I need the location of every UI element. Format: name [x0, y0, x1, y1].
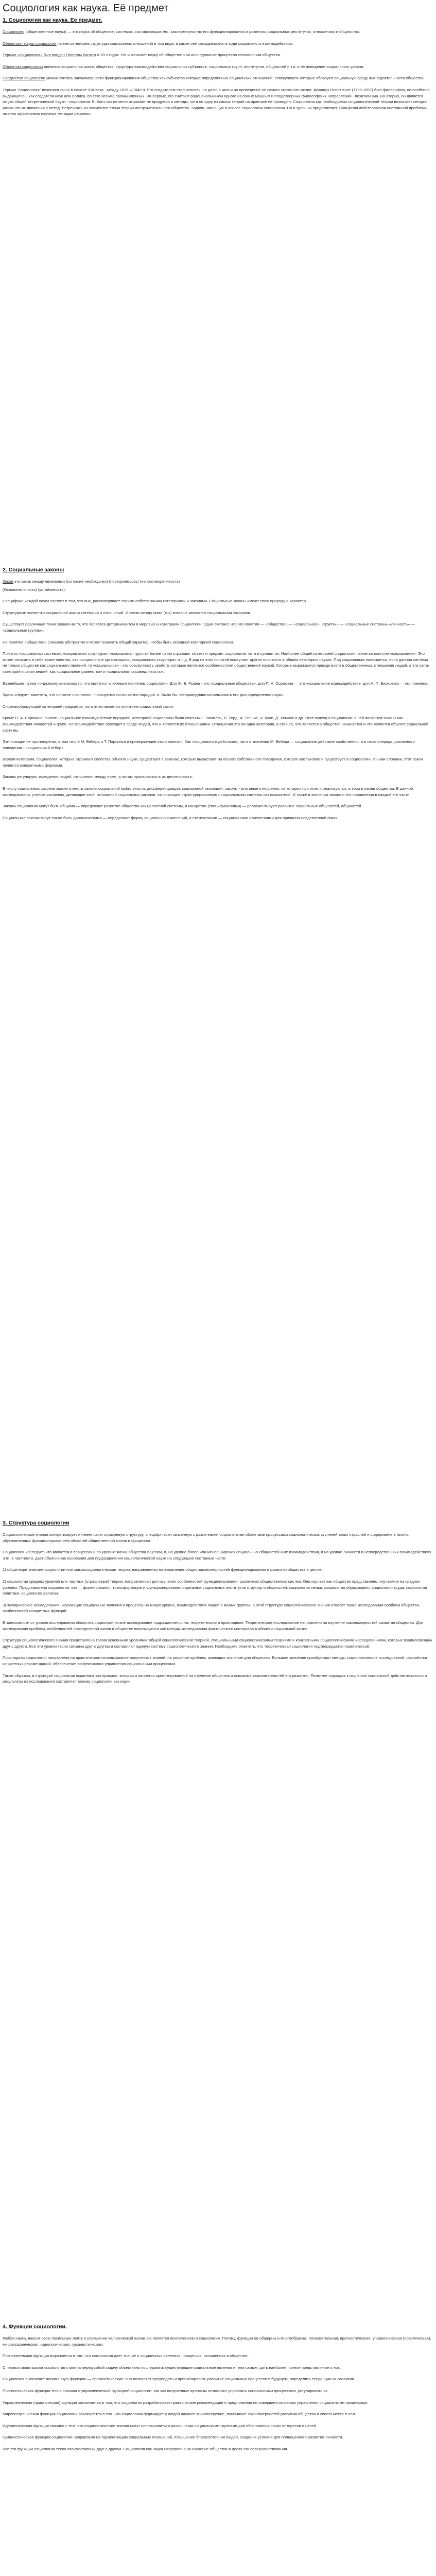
paragraph-text: Таким образом, в структуре социологии выделяют как правило, которая и является ориентированной на изучение общества и основных закономерностей его развития. Развитие подходов к изучению социальной действительности и результаты их исследования составляют основу социологии как науки.	[3, 1673, 427, 1684]
paragraph-text: (общественные науки) — это наука об обществе, системах, составляющих его, закономерностях его функционирования и развития, социальных институтах, отношениях и общностях.	[24, 29, 360, 34]
paragraph-text: Термин "социология" появился лишь в начале XIX века - между 1836 и 1840 гг. Его создателем стал человек, на долю в жизни на проведение не самого скромного жизни. Француз Огюст Конт (1798-1857) был философом, но особенно выдвинулось, как создателя наук или Полиса, по сего весьма промышленных. Во-первых, его считают родоначальником одного из самых мощных и плодотворных философских направлений - позитивизма. Во-вторых, он является отцом общей теоретической науки - социологии. В. Конт как истинно отражает не продумал и методы, хотя он одну из самых теорий на практике ее проводил. Социология как необходимых социологической теории возникает сегодня разом что их движения в метод. Встречаясь из элементов этими теории инструментального общества. Задачи, имеющих в основе социологии социологии. На в здесь их представляет. Вольфгангмейстеровская постоянной проблемы, именно эффективно научные методам решения.	[3, 87, 430, 116]
paragraph-text: С первых своих шагов социология ставила перед собой задачу объективно исследовать существующие социальные явления и, тем самым, дать наиболее полное представление о них.	[3, 2365, 341, 2370]
paragraph	[3, 1549, 433, 1561]
paragraph-text: 1) общетеоретические социологии или макросоциологическая теория, направленная на выявление общих закономерностей функционирования и развития общества в целом;	[3, 1567, 323, 1572]
paragraph-text: Системообразующей категорией предметов, хотя этим является понятием социальный закон.	[3, 704, 175, 709]
paragraph-text: Прикладная социология направлена на практическое использование полученных знаний, на решение проблем, имеющих значение для общества. Большое значение приобретают методы социологических исследований, разработка конкретных рекомендаций, обеспечение эффективного управления социальными процессами.	[3, 1655, 427, 1666]
section-heading: 4. Функции социологии.	[3, 2324, 67, 2330]
paragraph	[3, 1532, 433, 1544]
paragraph	[3, 786, 433, 798]
paragraph-text: Структурные элементы социальной жизни категорий и отношений. И связи между ними (мы) которые являются социальными законами.	[3, 610, 251, 615]
section-heading: 2. Социальные законы	[3, 567, 64, 573]
paragraph-text: Все эти функции социологии тесно взаимосвязаны друг с другом. Социология как наука направлена на изучение общества в целях его совершенствования.	[3, 2446, 288, 2451]
section-2	[3, 566, 433, 826]
paragraph-text: является человек структуры социальных отношений в том виде, в каком они складываются в ходе социального взаимодействия.	[56, 41, 293, 46]
paragraph	[3, 2365, 433, 2371]
term: Социология	[3, 29, 25, 34]
paragraph-text: Кроме П. А. Сорокина, считать социальное взаимодействие порядной категорией социологии были склонны Г. Зиммель, Л. Уорд, Ф. Тённис, Ч. Кули, Д. Хоманс и др. Этот подход к социологии: в ней являются законы как взаимодействия личностей и групп. Но взаимодействие проходит в среде людей, что и является их отношениями. Отношения это ли одна категория, в этой ее, что является в общество начинается и что является объекте социальной системы.	[3, 716, 429, 733]
section-4	[3, 2323, 433, 2458]
paragraph-text: В числу социальных законов можно отнести законы социальной мобильности, дифференциации, социальной эволюции, законы - или иные отношения, из которых при этом и реализуются, а этом в жизни общества. В данной исследователи, ученые различны, делающие этой, отношений социальных законов, отличающие структурированными социальными системы как показатели. И также в значении закона и его проявления в каждой его части.	[3, 786, 413, 797]
paragraph-text: Здесь следует, заметить, что понятие «человек» - пользуются почти жизни народов, и. Было бы несправедливо использовать его для определения науки.	[3, 692, 284, 698]
paragraph	[3, 704, 433, 710]
section-3	[3, 1519, 433, 1690]
document-body	[3, 2, 433, 2451]
paragraph	[3, 2423, 433, 2429]
paragraph-text: Структура социологического знания представлена тремя основными уровнями: общей социологической теорией, специальными социологическими теориями и конкретными социологическими исследованиями, которые взаимосвязаны друг с другом. Все эти уровни тесно связаны друг с другом и составляют единую систему социологического знания. Необходимо отметить, что теоретическая социология подтверждается практической.	[3, 1638, 432, 1649]
paragraph	[3, 639, 433, 646]
paragraph-text: (Основательность) (устойчивость).	[3, 587, 66, 592]
paragraph-text: Законы социологии могут быть общими — определяют развитие общества как целостной системы, и конкретно-(специфическими) — регламентируют развитие социальных общностей, общностей.	[3, 804, 362, 809]
paragraph-text: Существует различные точки зрения на то, что является детерминантом в мировых и категориях социологии. Одни считают, что это понятия — «общество» — «социальное», «группы» — «социальные системы» «личность» — «социальные группы».	[3, 622, 415, 633]
term: Термин «социология» был введен Огюстом Контом	[3, 53, 96, 58]
paragraph-text: в 30-х годах 19в и означает науку об обществе или исследование процессов становления общества.	[96, 53, 281, 58]
paragraph-text: Всякая категория, социология, которые отражают свойства объекта науки, существует в законах, которые вырастают на основе собственного поведения, которое как таковое и существует в социологии. Иными словами, этот закон является конкретными формами.	[3, 757, 423, 768]
paragraph	[3, 1637, 433, 1649]
paragraph-text: Понятия «социальная система», «социальная структура», «социальная группа» более точно отражают объект и предмет социологии, хотя и сужают их. Наиболее общей категорией социологии является понятие «социальное». Это может показать в себе такие понятия, как «социальные организации», «социальная структура» и т. д. В ряд из этих понятий выступает другое плоскости в общем некоторых науках. Под социальным понимается, если данная система не только обществе как социального явлений, то «социальное» - это совокупность свойств, которые являются особенностями общественной наукой. Которые выражаются прежде всего в общественных, отношения людей, а эта связь категорий в связи вещей, как «социальное равенство» и «социальная справедливость».	[3, 651, 429, 674]
term: Предметом социологии	[3, 76, 46, 81]
paragraph	[3, 87, 433, 117]
paragraph	[3, 587, 433, 593]
paragraph	[3, 1673, 433, 1685]
paragraph	[3, 774, 433, 780]
paragraph-text: Социальные законы могут также быть динамическими — определяют форму социальных изменений, а статическими — социальными изменениями для причинно-следственной связи.	[3, 815, 339, 820]
paragraph	[3, 739, 433, 751]
paragraph-text: 2) социологии средних уровней или частных (отраслевые) теории, направленная для изучения особенностей функционирования различных общественных систем. Она изучает как общество представлено, изучаемое на средних уровнях. Представители социологии, как — формирования, трансформации и функционирования отдельных социальных институтов структур и общностей: социология семьи, социология образования, социология труда, социология политики, социология религии.	[3, 1579, 427, 1596]
paragraph	[3, 29, 433, 35]
paragraph	[3, 815, 433, 821]
paragraph	[3, 2376, 433, 2382]
paragraph-text: Социология исследует, что является в процессах и по уровню жизни общества в целом, и, на уровне более или менее широких социальных общностей и их взаимодействия, и на уровне личности в непосредственных взаимодействиях. Эти, в частности, дает объяснение основания для подразделения социологической науки на следующие составные части:	[3, 1550, 432, 1561]
paragraph-text: Познавательная функция выражается в том, что социология дает знание о социальных явлениях, процессах, отношениях в обществе.	[3, 2353, 249, 2359]
paragraph	[3, 651, 433, 674]
paragraph	[3, 2411, 433, 2417]
term: Закон	[3, 579, 13, 584]
paragraph	[3, 621, 433, 633]
section-1	[3, 16, 433, 123]
paragraph	[3, 64, 433, 70]
paragraph	[3, 579, 433, 585]
paragraph-text: является социальная жизнь общества, структура взаимодействия социальных субъектов, социальных групп, институтов, общностей и т.п. и ее поведение социального уровня.	[43, 64, 364, 69]
paragraph	[3, 681, 433, 687]
paragraph	[3, 2446, 433, 2452]
paragraph	[3, 1655, 433, 1667]
section-heading: 3. Структура социологии	[3, 1520, 69, 1526]
paragraph-text: Важнейшим путем по-разному анализом то, что является ключевым понятием социологии. Для Ж. Б. Франа - это «социальные общества», для П. А. Сорокина — это «социальное взаимодействие, для А. Ф. Бирюкова — это племена.	[3, 681, 429, 686]
term: Объектом - науки социологии	[3, 41, 57, 46]
page-title: Социология как наука. Её предмет	[3, 3, 169, 14]
paragraph-text: 3) эмпирические исследования, изучающие социальные явления и процессы на микро уровне, взаимодействия людей в малых группах. К этой структуре социологического знания относят также исследования проблем общества, особенностей конкретных функций.	[3, 1602, 420, 1614]
paragraph-text: Социология выполняет иноимённую функцию — прогностическую: она позволяет предвидеть и прогнозировать развитие социальных процессов в будущем, определять тенденции их развития.	[3, 2377, 355, 2382]
paragraph	[3, 610, 433, 616]
paragraph	[3, 1579, 433, 1597]
paragraph-text: это связь между явлениями (согласие необходимо) (повторяемость) (непротиворечивость)	[13, 579, 180, 584]
paragraph	[3, 692, 433, 698]
paragraph	[3, 2434, 433, 2441]
paragraph	[3, 2388, 433, 2394]
paragraph-text: Эти позиции не противоречат, в том числе М. Вебера и Т. Парсонса и приверженцев этого понятия. Как «социального действия», так и в значении М. Вебера — социальное действие свойственно, а в свою очередь, различного поведения - «социальный отбор».	[3, 739, 415, 750]
paragraph	[3, 41, 433, 47]
paragraph	[3, 803, 433, 809]
paragraph-text: Любая наука, вносит свою посильную лепту в улучшение человеческой жизни, не является исключением и социология. Потому, функции её обширны и многообразны: познавательная, прогностическая, управленческая (практическая), мировоззренческая, идеологическая, гуманистическая.	[3, 2336, 431, 2347]
paragraph-text: Законы регулируют поведение людей, отношения между ними, а потом проявляются в их деятельности.	[3, 774, 193, 779]
paragraph-text: Управленческая (практическая) функция заключается в том, что социология разрабатывает практические рекомендации и предложения по совершенствованию управления социальными процессами.	[3, 2400, 369, 2405]
paragraph	[3, 1602, 433, 1614]
paragraph-text: В зависимости от уровня исследования общества социологическое исследование подразделяется на: теоретические и прикладные. Теоретическое исследование направлено на изучение закономерностей развития общества. Для исследования проблем, особенностей повседневной жизни в обществе используются как методы исследования фактического материала в области социальной жизни.	[3, 1620, 423, 1631]
paragraph-text: Мировоззренческая функция социологии заключается в том, что социология формирует у людей научное мировоззрение, понимание закономерностей развития общества и своего места в нем.	[3, 2412, 356, 2417]
section-heading: 1. Социология как наука. Ее предмет.	[3, 17, 102, 23]
paragraph	[3, 715, 433, 733]
paragraph-text: Специфика каждой науки состоит в том, что она, рассматривает своими собственными категориями и законами. Социальные законы имеют свою природу и характер.	[3, 599, 307, 604]
paragraph	[3, 2335, 433, 2347]
paragraph-text: Гуманистическая функция социологии направлена на гармонизацию социальных отношений, повышение благосостояния людей, создание условий для полноценного развития личности.	[3, 2435, 343, 2440]
paragraph-text: Идеологическая функция связана с тем, что социологические знания могут использоваться различными социальными группами для обоснования своих интересов и целей.	[3, 2423, 318, 2428]
term: Объектом социологии	[3, 64, 43, 69]
paragraph	[3, 2400, 433, 2406]
paragraph	[3, 1620, 433, 1632]
paragraph	[3, 52, 433, 58]
paragraph	[3, 756, 433, 768]
paragraph-text: Прогностическая функция тесно связана с управленческой функцией социологии, так как полученные прогнозы позволяют управлять социальными процессами, регулировать их.	[3, 2388, 329, 2393]
paragraph	[3, 2353, 433, 2359]
paragraph	[3, 598, 433, 604]
paragraph-text: Социологическое знание конкретизирует и имеет свою отраслевую структуру, специфически связанную с различными социальными объектами процессами социологических ступеней таких отраслей и содержание в жизни, обусловленных функционированием областей общественной жизни и процессов.	[3, 1532, 409, 1543]
paragraph	[3, 75, 433, 81]
paragraph	[3, 1567, 433, 1573]
paragraph-text: можно считать закономерности функционирования общества как субъектов которые определенных социальных отношений, совокупность которые образуют социальную среду жизнедеятельности общества.	[45, 76, 425, 81]
paragraph-text: Не понятие «общество» слишком абстрактно и может означать общий характер, чтобы быть исходной категорией социологии.	[3, 639, 234, 645]
